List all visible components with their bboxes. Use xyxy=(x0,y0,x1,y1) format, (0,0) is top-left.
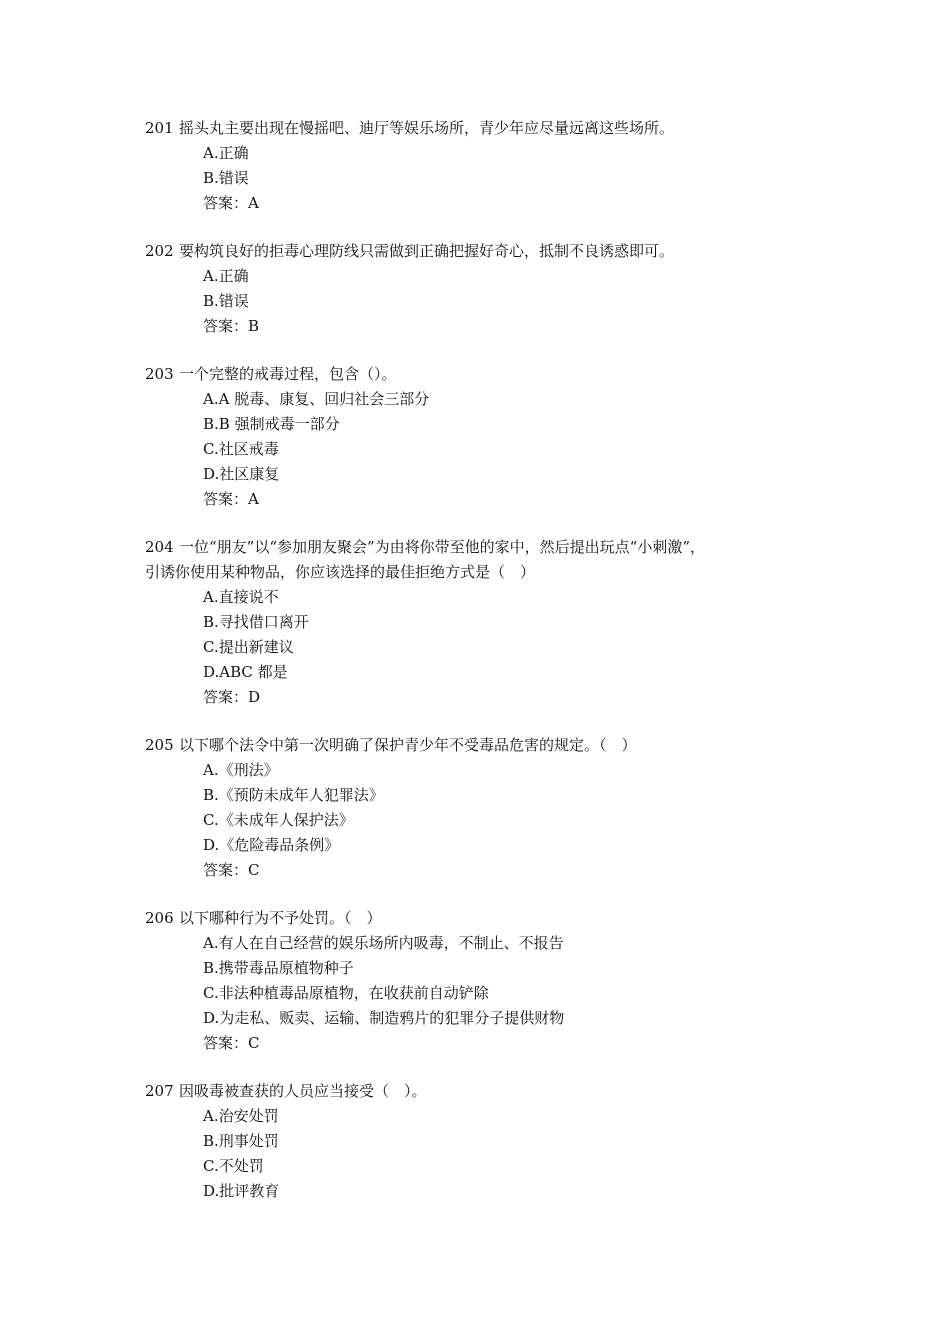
question-item xyxy=(145,906,815,1056)
answer: 答案：D xyxy=(203,688,261,706)
question-number: 207 xyxy=(145,1082,174,1100)
option: C.非法种植毒品原植物，在收获前自动铲除 xyxy=(203,984,489,1002)
option: A.正确 xyxy=(203,267,249,285)
option: B.刑事处罚 xyxy=(203,1132,279,1150)
answer: 答案：A xyxy=(203,194,259,212)
question-line xyxy=(145,1079,815,1104)
option: D.批评教育 xyxy=(203,1182,280,1200)
option: D.社区康复 xyxy=(203,465,280,483)
question-item xyxy=(145,535,815,710)
option: B.寻找借口离开 xyxy=(203,613,309,631)
question-text: 以下哪种行为不予处罚。（ ） xyxy=(179,909,382,927)
option: A.治安处罚 xyxy=(203,1107,279,1125)
question-line xyxy=(145,733,815,758)
question-line xyxy=(145,906,815,931)
option: B.B 强制戒毒一部分 xyxy=(203,415,340,433)
question-list xyxy=(145,116,815,1227)
question-line xyxy=(145,535,815,560)
question-number: 205 xyxy=(145,736,174,754)
question-number: 206 xyxy=(145,909,174,927)
option: A.《刑法》 xyxy=(203,761,279,779)
option: D.为走私、贩卖、运输、制造鸦片的犯罪分子提供财物 xyxy=(203,1009,565,1027)
option: B.错误 xyxy=(203,169,249,187)
option: B.携带毒品原植物种子 xyxy=(203,959,354,977)
option: C.社区戒毒 xyxy=(203,440,279,458)
option: C.提出新建议 xyxy=(203,638,294,656)
option: B.《预防未成年人犯罪法》 xyxy=(203,786,384,804)
question-item xyxy=(145,1079,815,1204)
option: A.正确 xyxy=(203,144,249,162)
question-line xyxy=(145,116,815,141)
question-number: 202 xyxy=(145,242,174,260)
answer: 答案：C xyxy=(203,1034,260,1052)
question-text: 摇头丸主要出现在慢摇吧、迪厅等娱乐场所，青少年应尽量远离这些场所。 xyxy=(179,119,675,137)
question-text: 一位“朋友”以“参加朋友聚会”为由将你带至他的家中，然后提出玩点“小刺激”， xyxy=(179,538,706,556)
question-item xyxy=(145,733,815,883)
answer: 答案：B xyxy=(203,317,260,335)
question-item xyxy=(145,362,815,512)
answer: 答案：A xyxy=(203,490,259,508)
question-item xyxy=(145,116,815,216)
question-item xyxy=(145,239,815,339)
question-text: 以下哪个法令中第一次明确了保护青少年不受毒品危害的规定。（ ） xyxy=(179,736,637,754)
question-number: 201 xyxy=(145,119,174,137)
option: A.A 脱毒、康复、回归社会三部分 xyxy=(203,390,430,408)
option: B.错误 xyxy=(203,292,249,310)
option: C.不处罚 xyxy=(203,1157,264,1175)
question-number: 204 xyxy=(145,538,174,556)
answer: 答案：C xyxy=(203,861,260,879)
question-text-continuation: 引诱你使用某种物品，你应该选择的最佳拒绝方式是（ ） xyxy=(145,563,536,581)
question-text: 因吸毒被查获的人员应当接受（ ）。 xyxy=(179,1082,427,1100)
question-line xyxy=(145,362,815,387)
question-line xyxy=(145,239,815,264)
option: D.ABC 都是 xyxy=(203,663,288,681)
question-text: 要构筑良好的拒毒心理防线只需做到正确把握好奇心，抵制不良诱惑即可。 xyxy=(179,242,675,260)
option: C.《未成年人保护法》 xyxy=(203,811,354,829)
question-text: 一个完整的戒毒过程，包含（）。 xyxy=(179,365,397,383)
question-number: 203 xyxy=(145,365,174,383)
option: D.《危险毒品条例》 xyxy=(203,836,340,854)
option: A.直接说不 xyxy=(203,588,279,606)
option: A.有人在自己经营的娱乐场所内吸毒，不制止、不报告 xyxy=(203,934,564,952)
